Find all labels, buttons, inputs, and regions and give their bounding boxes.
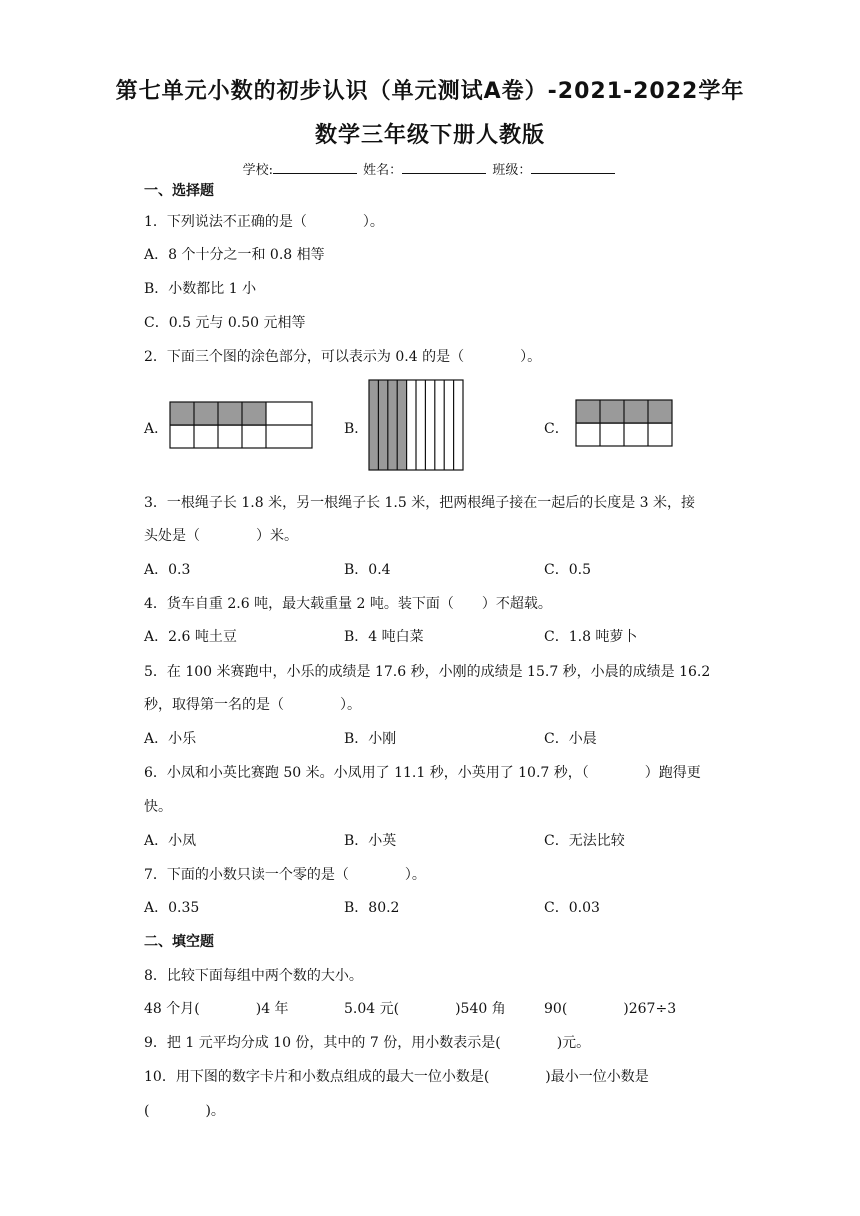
q6-option-a[interactable]: A．小凤 xyxy=(144,833,197,849)
q5-option-b[interactable]: B．小刚 xyxy=(344,731,397,747)
q2-figure-a xyxy=(168,400,316,452)
school-blank[interactable] xyxy=(273,161,357,174)
q1-stem: 1．下列说法不正确的是（ ）。 xyxy=(144,214,384,230)
q3-stem-line2: 头处是（ ）米。 xyxy=(144,528,298,544)
q2-stem: 2．下面三个图的涂色部分，可以表示为 0.4 的是（ ）。 xyxy=(144,349,542,365)
paper-title-line2: 数学三年级下册人教版 xyxy=(314,123,545,148)
paper-title-line1: 第七单元小数的初步认识（单元测试A卷）-2021-2022学年 xyxy=(115,79,745,104)
q3-option-b[interactable]: B．0.4 xyxy=(344,562,391,578)
q9-stem: 9．把 1 元平均分成 10 份，其中的 7 份，用小数表示是( )元。 xyxy=(144,1035,591,1051)
q6-stem-line2: 快。 xyxy=(144,799,172,815)
q6-option-b[interactable]: B．小英 xyxy=(344,833,397,849)
q7-option-b[interactable]: B．80.2 xyxy=(344,900,400,916)
q6-stem-line1: 6．小凤和小英比赛跑 50 米。小凤用了 11.1 秒，小英用了 10.7 秒，（ ）跑得更 xyxy=(144,765,701,781)
q4-option-a[interactable]: A．2.6 吨土豆 xyxy=(144,629,237,645)
q4-stem: 4．货车自重 2.6 吨，最大载重量 2 吨。装下面（ ）不超载。 xyxy=(144,596,552,612)
class-label: 班级： xyxy=(492,163,532,178)
section-fill-heading: 二、填空题 xyxy=(144,934,214,950)
student-info xyxy=(0,159,860,178)
q7-stem: 7．下面的小数只读一个零的是（ ）。 xyxy=(144,867,426,883)
q7-option-c[interactable]: C．0.03 xyxy=(544,900,600,916)
name-blank[interactable] xyxy=(402,161,486,174)
section-choice-heading: 一、选择题 xyxy=(144,183,214,199)
q2-figure-b xyxy=(367,378,467,474)
q5-stem-line2: 秒，取得第一名的是（ ）。 xyxy=(144,697,361,713)
q8-compare-1[interactable]: 48 个月( )4 年 xyxy=(144,1001,289,1017)
q10-stem-line2: ( )。 xyxy=(144,1103,225,1119)
q5-option-a[interactable]: A．小乐 xyxy=(144,731,197,747)
q7-option-a[interactable]: A．0.35 xyxy=(144,900,200,916)
q8-compare-2[interactable]: 5.04 元( )540 角 xyxy=(344,1001,506,1017)
q5-stem-line1: 5．在 100 米赛跑中，小乐的成绩是 17.6 秒，小刚的成绩是 15.7 秒，小晨的成绩是 16.2 xyxy=(144,664,711,680)
q8-stem: 8．比较下面每组中两个数的大小。 xyxy=(144,968,363,984)
q10-stem-line1: 10．用下图的数字卡片和小数点组成的最大一位小数是( )最小一位小数是 xyxy=(144,1069,649,1085)
q2-option-c[interactable]: C． xyxy=(544,421,569,437)
q3-option-a[interactable]: A．0.3 xyxy=(144,562,191,578)
q2-figure-c xyxy=(574,398,676,450)
q4-option-b[interactable]: B．4 吨白菜 xyxy=(344,629,424,645)
q1-option-c[interactable]: C．0.5 元与 0.50 元相等 xyxy=(144,315,306,331)
q6-option-c[interactable]: C．无法比较 xyxy=(544,833,625,849)
q3-option-c[interactable]: C．0.5 xyxy=(544,562,591,578)
q2-option-a[interactable]: A． xyxy=(144,421,169,437)
q3-stem-line1: 3．一根绳子长 1.8 米，另一根绳子长 1.5 米，把两根绳子接在一起后的长度是 3 米，接 xyxy=(144,495,696,511)
q8-compare-3[interactable]: 90( )267÷3 xyxy=(544,1001,677,1017)
q1-option-a[interactable]: A．8 个十分之一和 0.8 相等 xyxy=(144,247,325,263)
q1-option-b[interactable]: B．小数都比 1 小 xyxy=(144,281,257,297)
name-label: 姓名： xyxy=(363,163,403,178)
school-label: 学校: xyxy=(242,163,274,178)
q2-option-b[interactable]: B． xyxy=(344,421,369,437)
q4-option-c[interactable]: C．1.8 吨萝卜 xyxy=(544,629,638,645)
q5-option-c[interactable]: C．小晨 xyxy=(544,731,597,747)
class-blank[interactable] xyxy=(531,161,615,174)
